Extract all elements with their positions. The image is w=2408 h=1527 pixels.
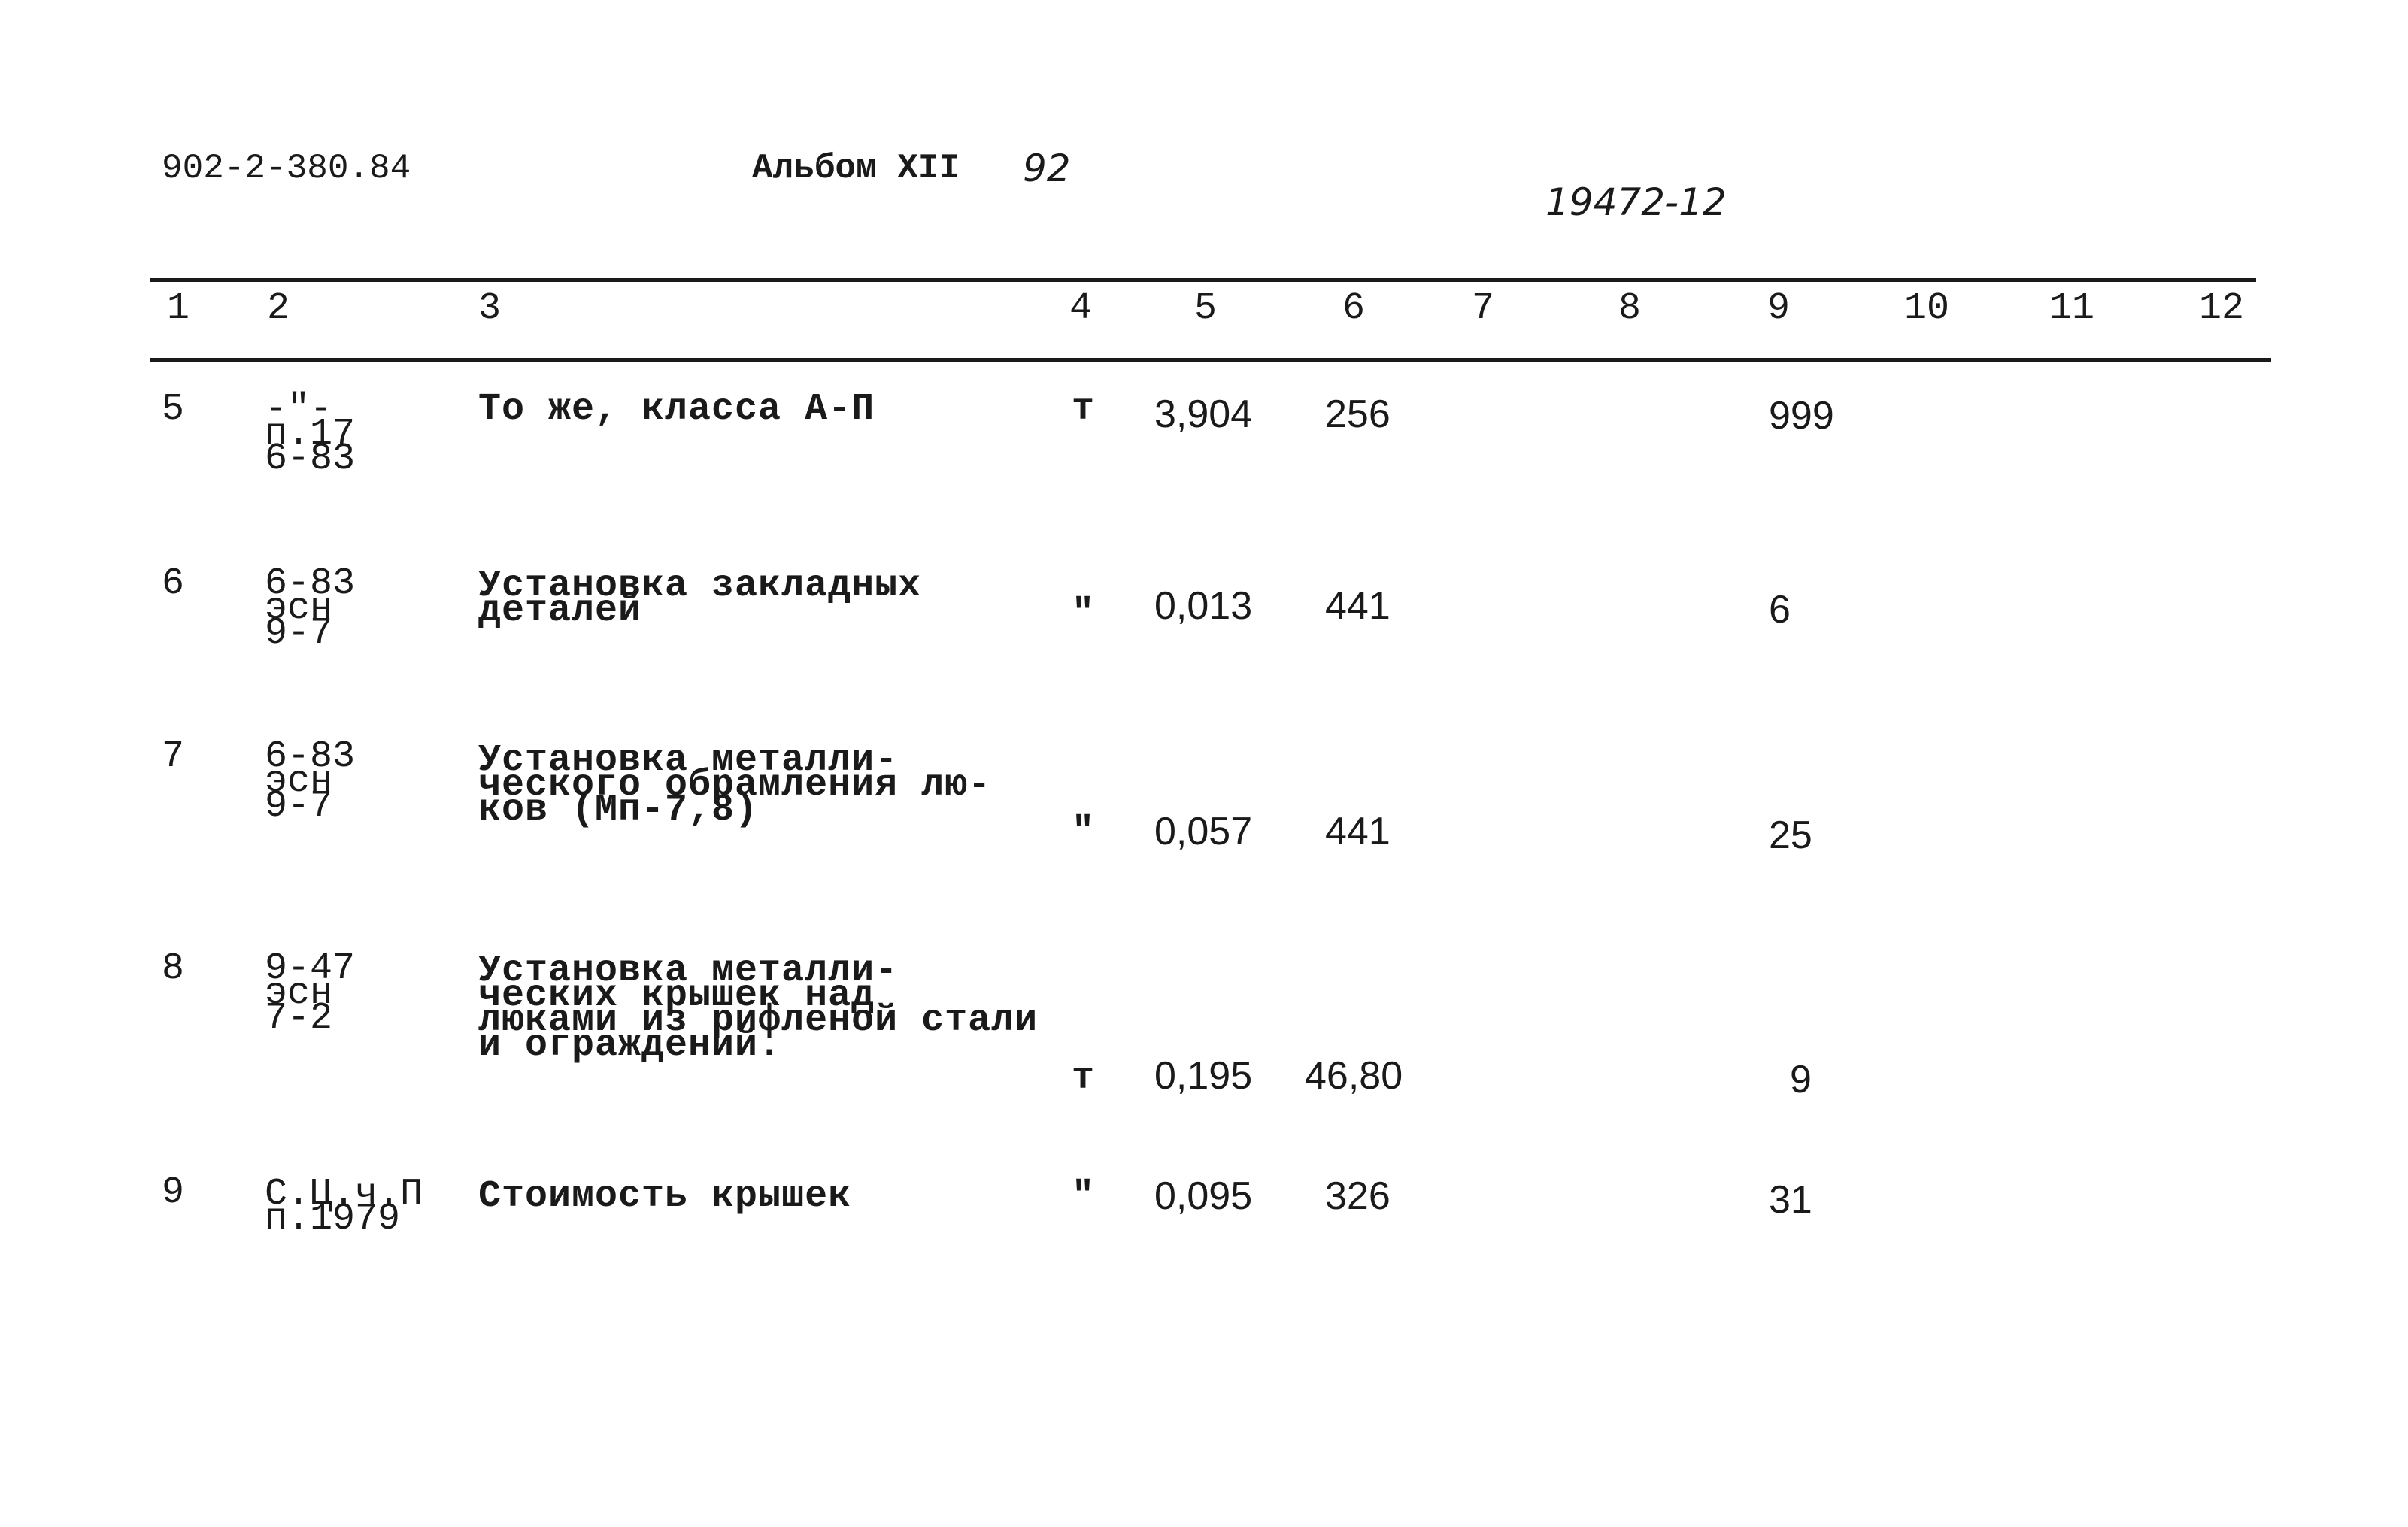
column-header-1: 1 <box>167 287 190 330</box>
column-header-4: 4 <box>1069 287 1093 330</box>
row-number: 5 <box>162 388 185 431</box>
row-unit-price: 441 <box>1325 584 1391 628</box>
column-header-11: 11 <box>2049 287 2095 330</box>
row-total: 6 <box>1769 588 1791 632</box>
row-reference: 6-83 эсн 9-7 <box>265 735 356 828</box>
row-unit-price: 46,80 <box>1305 1054 1403 1098</box>
row-reference: 6-83 эсн 9-7 <box>265 562 356 655</box>
row-reference: С.Ц.ч.П п.1979 <box>265 1173 423 1241</box>
table-top-rule <box>150 278 2256 282</box>
row-number: 9 <box>162 1171 185 1214</box>
column-header-6: 6 <box>1342 287 1366 330</box>
row-unit: т <box>1072 388 1096 431</box>
row-total: 9 <box>1790 1058 1812 1101</box>
row-unit: " <box>1072 592 1096 635</box>
column-header-8: 8 <box>1618 287 1642 330</box>
handwritten-number: 19472-12 <box>1545 180 1727 224</box>
row-description: Установка металли- ческих крышек над люками из рифленой стали и ограждений. <box>478 950 1039 1067</box>
row-description: Стоимость крышек <box>478 1175 852 1218</box>
row-total: 999 <box>1769 394 1834 438</box>
row-reference: -"- п.17 6-83 <box>265 388 356 480</box>
column-header-2: 2 <box>267 287 290 330</box>
row-description: Установка закладных деталей <box>478 565 922 632</box>
column-header-5: 5 <box>1194 287 1218 330</box>
row-quantity: 0,013 <box>1154 584 1253 628</box>
table-header-rule <box>150 358 2271 362</box>
row-number: 6 <box>162 562 185 605</box>
column-header-3: 3 <box>478 287 502 330</box>
row-number: 7 <box>162 735 185 778</box>
row-quantity: 3,904 <box>1154 392 1253 436</box>
column-header-9: 9 <box>1767 287 1791 330</box>
row-unit: " <box>1072 810 1096 853</box>
row-total: 25 <box>1769 813 1812 857</box>
row-number: 8 <box>162 947 185 990</box>
row-reference: 9-47 эсн 7-2 <box>265 947 356 1040</box>
album-label: Альбом XII <box>752 149 960 188</box>
row-quantity: 0,057 <box>1154 810 1253 853</box>
column-header-10: 10 <box>1904 287 1950 330</box>
row-unit: т <box>1072 1057 1096 1100</box>
row-unit-price: 256 <box>1325 392 1391 436</box>
row-unit: " <box>1072 1175 1096 1218</box>
row-quantity: 0,195 <box>1154 1054 1253 1098</box>
column-header-12: 12 <box>2199 287 2245 330</box>
document-code: 902-2-380.84 <box>162 149 411 188</box>
row-description: Установка металли- ческого обрамления лю- ков (Мп-7,8) <box>478 739 992 832</box>
row-description: То же, класса А-П <box>478 388 875 431</box>
column-header-7: 7 <box>1472 287 1495 330</box>
page-number: 92 <box>1023 147 1071 190</box>
row-unit-price: 441 <box>1325 810 1391 853</box>
row-quantity: 0,095 <box>1154 1174 1253 1218</box>
row-total: 31 <box>1769 1178 1812 1222</box>
row-unit-price: 326 <box>1325 1174 1391 1218</box>
